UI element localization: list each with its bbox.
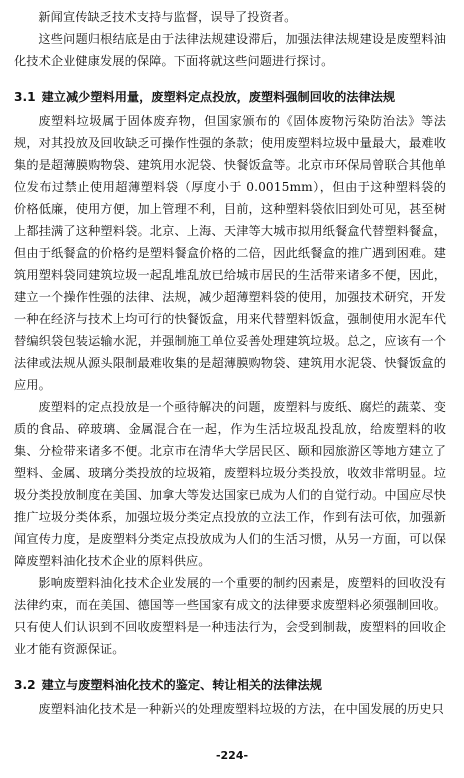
- body-paragraph: 影响废塑料油化技术企业发展的一个重要的制约因素是，废塑料的回收没有法律约束，而在美国、德国等一些国家有成文的法律要求废塑料必须强制回收。只有使人们认识到不回收废塑料是一种违法行为，会受到制裁，废塑料的回收企业才能有资源保证。: [14, 576, 446, 656]
- body-paragraph: 废塑料的定点投放是一个亟待解决的问题，废塑料与废纸、腐烂的蔬菜、变质的食品、碎玻璃、金属混合在一起，作为生活垃圾乱投乱放，给废塑料的收集、分检带来诸多不便。北京市在清华大学居民区、颐和园旅游区等地方建立了塑料、金属、玻璃分类投放的垃圾箱，废塑料垃圾分类投放，收效非常明显。垃圾分类投放制度在美国、加拿大等发达国家已成为人们的自觉行动。中国应尽快推广垃圾分类体系，加强垃圾分类定点投放的立法工作，作到有法可依，加强新闻宣传力度，是废塑料分类定点投放成为人们的生活习惯，从另一方面，可以保障废塑料油化技术企业的原料供应。: [14, 400, 446, 568]
- section-heading: [14, 86, 446, 108]
- page-number: -224-: [215, 749, 249, 762]
- section-heading: [14, 674, 446, 696]
- section-number: 3.1: [14, 90, 36, 104]
- section-number: 3.2: [14, 678, 36, 692]
- section-title: 建立与废塑料油化技术的鉴定、转让相关的法律法规: [41, 678, 322, 692]
- body-paragraph: 废塑料油化技术是一种新兴的处理废塑料垃圾的方法，在中国发展的历史只: [38, 702, 444, 716]
- body-paragraph: 这些问题归根结底是由于法律法规建设滞后，加强法律法规建设是废塑料油化技术企业健康发展的保障。下面将就这些问题进行探讨。: [14, 32, 446, 68]
- section-title: 建立减少塑料用量，废塑料定点投放，废塑料强制回收的法律法规: [41, 90, 396, 104]
- body-paragraph: 新闻宣传缺乏技术支持与监督，误导了投资者。: [38, 10, 297, 24]
- body-paragraph: 废塑料垃圾属于固体废弃物，但国家颁布的《固体废物污染防治法》等法规，对其投放及回收缺乏可操作性强的条款；使用废塑料垃圾中量最大，最难收集的是超薄膜购物袋、建筑用水泥袋、快餐饭盒等。北京市环保局曾联合其他单位发布过禁止使用超薄塑料袋（厚度小于 0.0015mm），但由于这种塑料袋的价格低廉，使用方便，加上管理不利，目前，这种塑料袋依旧到处可见，甚至树上都挂满了这种塑料袋。北京、上海、天津等大城市拟用纸餐盒代替塑料餐盒，但由于纸餐盒的价格约是塑料餐盒价格的二倍，因此纸餐盒的推广遇到困难。建筑用塑料袋同建筑垃圾一起乱堆乱放已给城市居民的生活带来诸多不便，因此，建立一个操作性强的法律、法规，减少超薄塑料袋的使用，加强技术研究，开发一种在经济与技术上均可行的快餐饭盒，用来代替塑料饭盒，强制使用水泥车代替编织袋包装运输水泥，并强制施工单位妥善处理建筑垃圾。总之，应该有一个法律或法规从源头限制最难收集的是超薄膜购物袋、建筑用水泥袋、快餐饭盒的应用。: [14, 114, 446, 392]
